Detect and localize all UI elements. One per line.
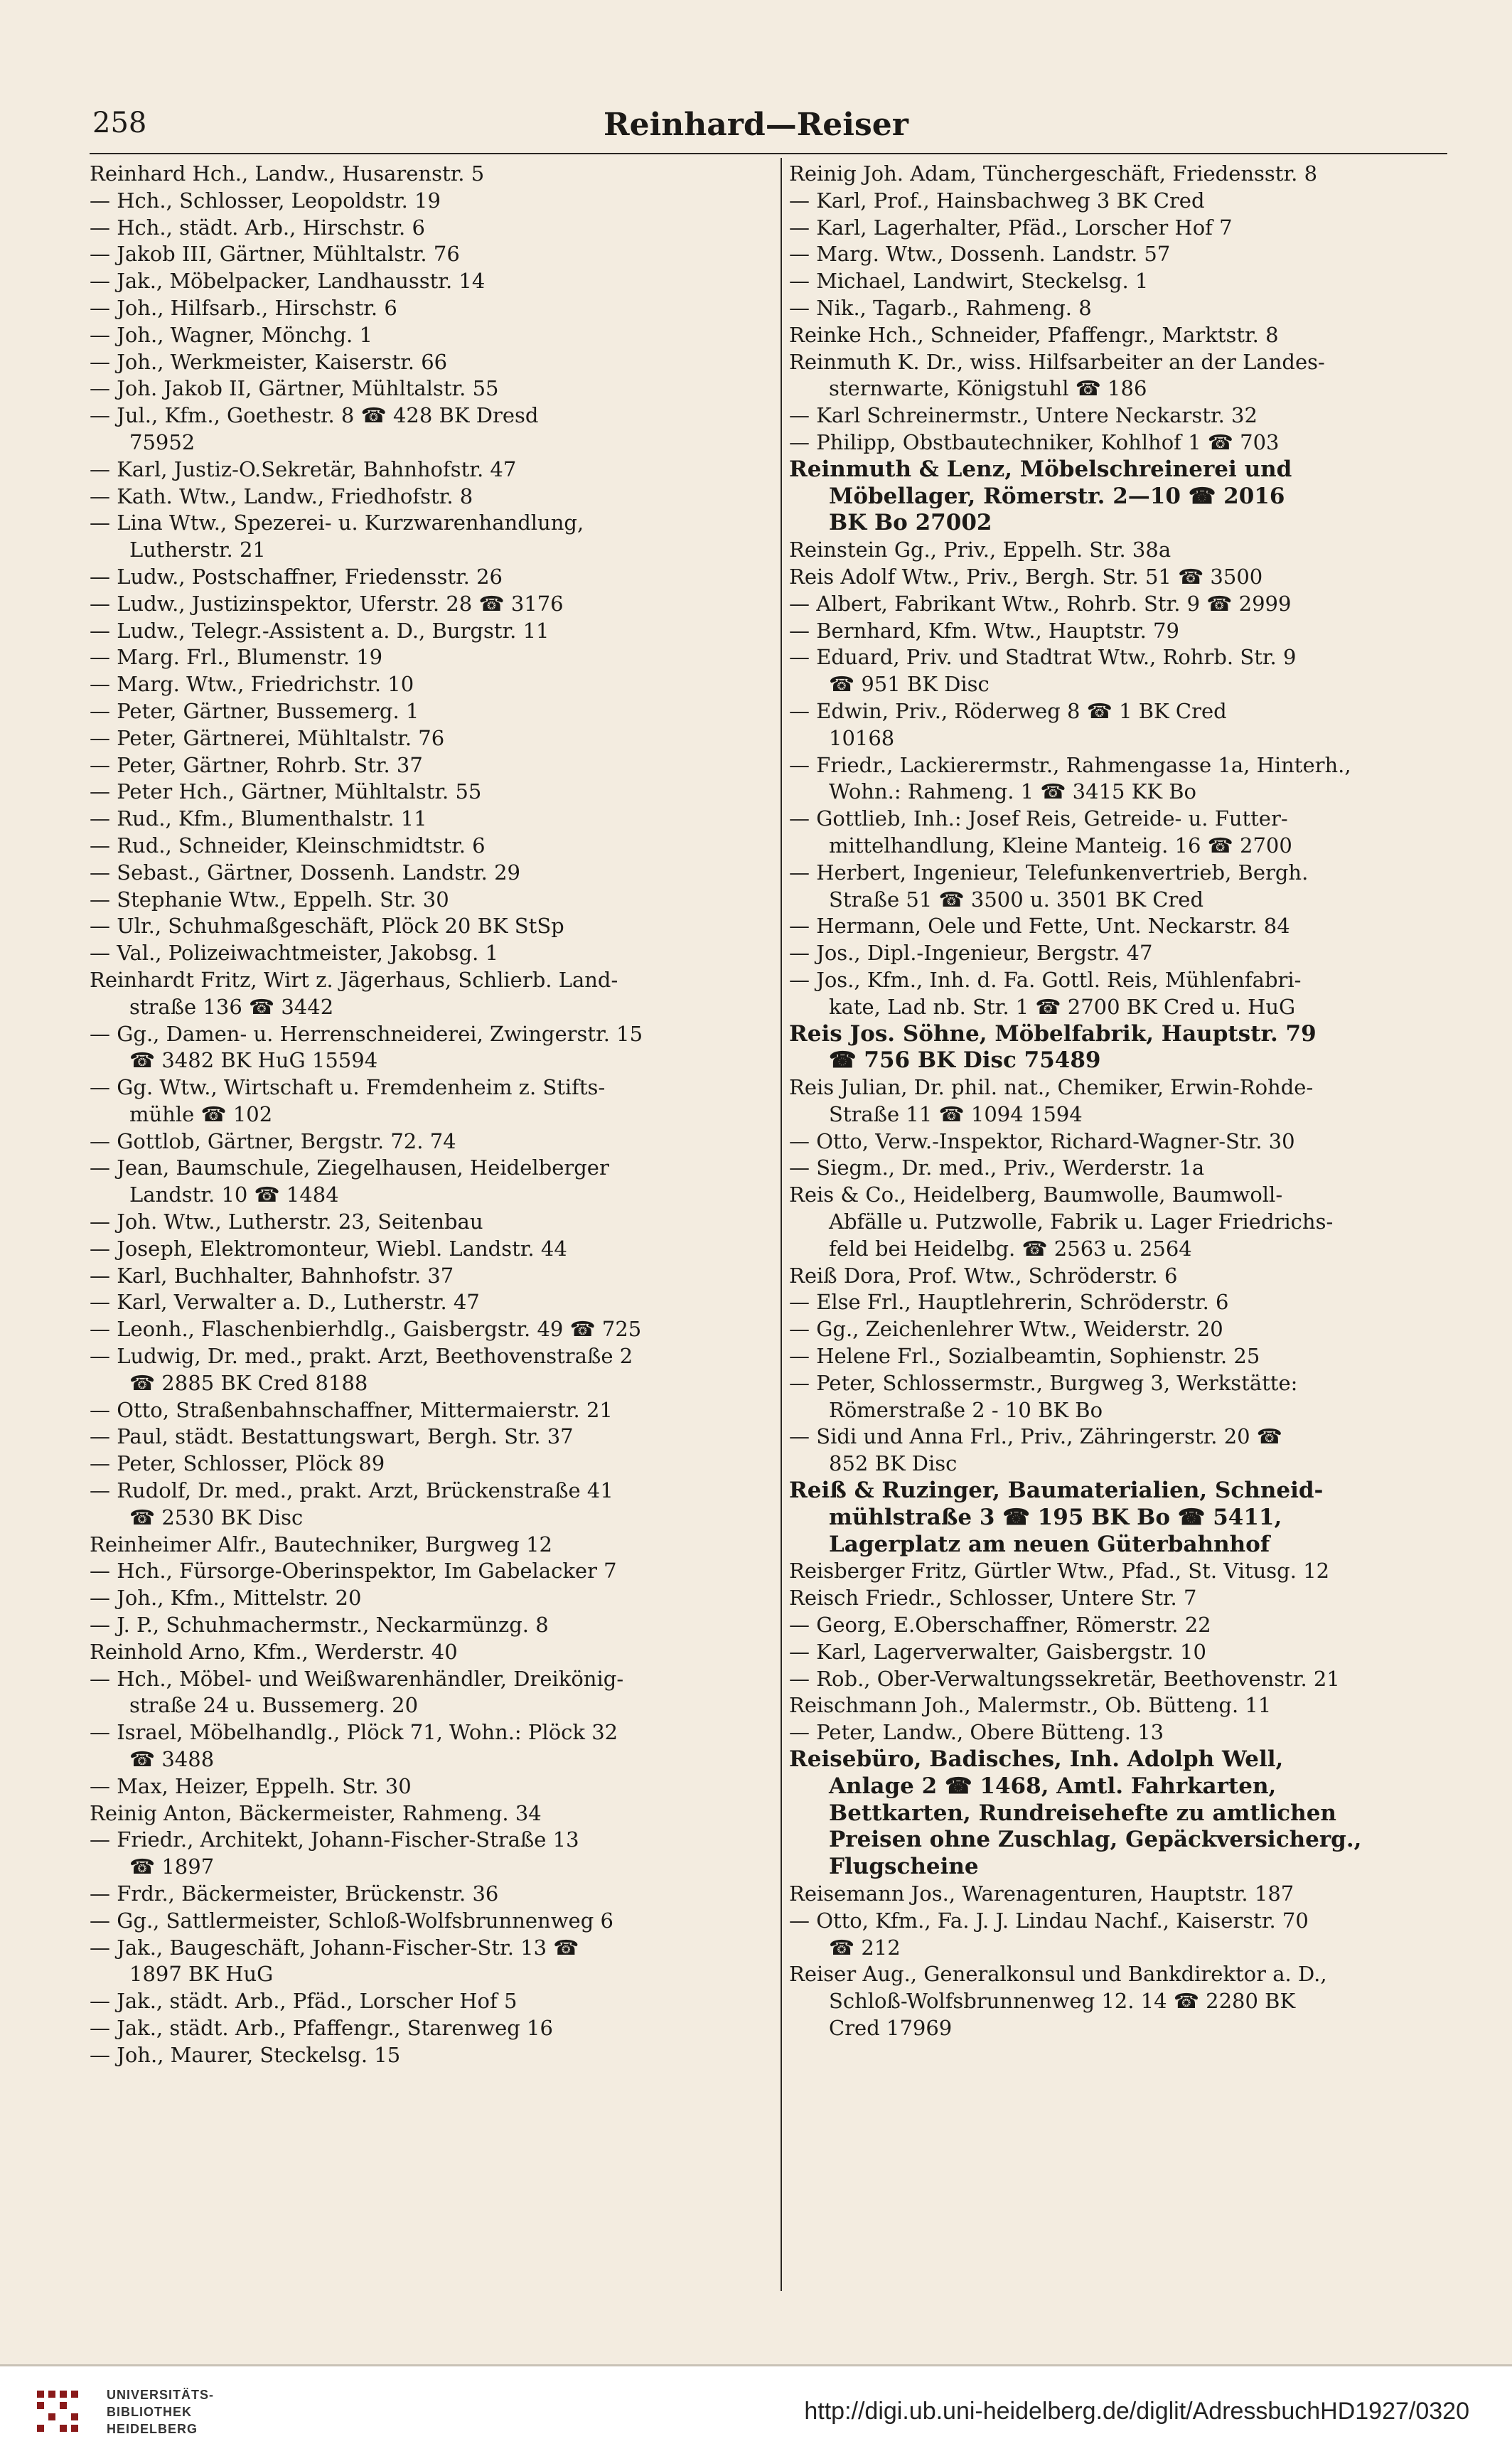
directory-entry-line: straße 136 ☎ 3442 <box>129 994 334 1019</box>
directory-entry-line: — Eduard, Priv. und Stadtrat Wtw., Rohrb. Str. 9 <box>789 645 1297 670</box>
directory-entry-line: — Frdr., Bäckermeister, Brückenstr. 36 <box>90 1881 499 1906</box>
directory-entry-line: — Hch., städt. Arb., Hirschstr. 6 <box>90 215 425 240</box>
directory-entry-line: Reinheimer Alfr., Bautechniker, Burgweg 12 <box>90 1532 552 1557</box>
directory-entry-line: — Siegm., Dr. med., Priv., Werderstr. 1a <box>789 1155 1205 1180</box>
directory-entry-line: — Karl, Verwalter a. D., Lutherstr. 47 <box>90 1290 480 1315</box>
directory-entry-line: ☎ 1897 <box>129 1854 215 1879</box>
directory-entry-line: — Albert, Fabrikant Wtw., Rohrb. Str. 9 ☎ 2999 <box>789 591 1292 616</box>
directory-entry-line: mühle ☎ 102 <box>129 1101 273 1126</box>
directory-entry-line: — Peter, Schlossermstr., Burgweg 3, Werkstätte: <box>789 1370 1298 1395</box>
logo-line: UNIVERSITÄTS- <box>107 2388 215 2402</box>
directory-entry-line: — Paul, städt. Bestattungswart, Bergh. Str. 37 <box>90 1424 574 1449</box>
directory-entry-line: — Friedr., Architekt, Johann-Fischer-Straße 13 <box>90 1827 579 1852</box>
directory-entry-line: ☎ 3488 <box>129 1747 215 1772</box>
directory-entry-line: — Hch., Schlosser, Leopoldstr. 19 <box>90 188 441 213</box>
directory-entry-line: Bettkarten, Rundreisehefte zu amtlichen <box>829 1800 1336 1826</box>
directory-entry-line: ☎ 2530 BK Disc <box>129 1505 304 1529</box>
directory-entry-line: straße 24 u. Bussemerg. 20 <box>129 1693 419 1718</box>
directory-entry-line: — Gg., Zeichenlehrer Wtw., Weiderstr. 20 <box>789 1317 1223 1342</box>
directory-entry-line: — Sidi und Anna Frl., Priv., Zähringerstr. 20 ☎ <box>789 1424 1282 1449</box>
directory-entry-line: Reinmuth K. Dr., wiss. Hilfsarbeiter an der Landes- <box>789 349 1325 374</box>
directory-entry-line: — Marg. Wtw., Friedrichstr. 10 <box>90 672 414 697</box>
directory-entry-line: — Gottlieb, Inh.: Josef Reis, Getreide- u. Futter- <box>789 806 1288 831</box>
directory-entry-line: Reis Adolf Wtw., Priv., Bergh. Str. 51 ☎ 3500 <box>789 564 1263 589</box>
directory-entry-line: ☎ 212 <box>829 1935 901 1960</box>
directory-entry-line: — Karl, Justiz-O.Sekretär, Bahnhofstr. 47 <box>90 457 517 481</box>
directory-entry-line: BK Bo 27002 <box>829 510 992 536</box>
directory-entry-line: — Gg. Wtw., Wirtschaft u. Fremdenheim z. Stifts- <box>90 1075 606 1100</box>
directory-entry-line: Lagerplatz am neuen Güterbahnhof <box>829 1531 1270 1557</box>
directory-entry-line: Reisebüro, Badisches, Inh. Adolph Well, <box>789 1746 1284 1773</box>
header-rule <box>90 153 1447 154</box>
directory-entry-line: — Karl Schreinermstr., Untere Neckarstr. 32 <box>789 403 1258 428</box>
directory-entry-line: — Hch., Möbel- und Weißwarenhändler, Dreikönig- <box>90 1666 624 1691</box>
logo-line: HEIDELBERG <box>107 2422 198 2436</box>
directory-entry-line: — Hch., Fürsorge-Oberinspektor, Im Gabelacker 7 <box>90 1559 617 1584</box>
directory-entry-line: Straße 11 ☎ 1094 1594 <box>829 1101 1083 1126</box>
directory-entry-line: — Jean, Baumschule, Ziegelhausen, Heidelberger <box>90 1155 609 1180</box>
directory-entry-line: — Max, Heizer, Eppelh. Str. 30 <box>90 1773 412 1798</box>
directory-entry-line: — Rob., Ober-Verwaltungssekretär, Beethovenstr. 21 <box>789 1666 1340 1691</box>
directory-entry-line: — Stephanie Wtw., Eppelh. Str. 30 <box>90 887 449 912</box>
running-head: Reinhard—Reiser <box>604 107 908 143</box>
directory-entry-line: Preisen ohne Zuschlag, Gepäckversicherg., <box>829 1827 1362 1853</box>
directory-entry-line: — Peter, Gärtner, Bussemerg. 1 <box>90 698 419 723</box>
directory-entry-line: — Rud., Kfm., Blumenthalstr. 11 <box>90 806 427 831</box>
page-number: 258 <box>92 107 147 139</box>
directory-entry-line: — Joh., Hilfsarb., Hirschstr. 6 <box>90 295 397 320</box>
directory-entry-line: ☎ 3482 BK HuG 15594 <box>129 1048 378 1073</box>
directory-entry-line: Reisemann Jos., Warenagenturen, Hauptstr. 187 <box>789 1881 1294 1906</box>
directory-entry-line: — Sebast., Gärtner, Dossenh. Landstr. 29 <box>90 860 520 885</box>
directory-entry-line: — Nik., Tagarb., Rahmeng. 8 <box>789 295 1092 320</box>
logo-line: BIBLIOTHEK <box>107 2405 192 2419</box>
directory-entry-line: — Herbert, Ingenieur, Telefunkenvertrieb, Bergh. <box>789 860 1309 885</box>
directory-entry-line: — Philipp, Obstbautechniker, Kohlhof 1 ☎ 703 <box>789 429 1280 454</box>
directory-entry-line: — Peter Hch., Gärtner, Mühltalstr. 55 <box>90 779 482 804</box>
directory-entry-line: Reinhard Hch., Landw., Husarenstr. 5 <box>90 161 485 186</box>
directory-entry-line: feld bei Heidelbg. ☎ 2563 u. 2564 <box>829 1236 1192 1261</box>
directory-entry-line: ☎ 2885 BK Cred 8188 <box>129 1370 368 1395</box>
directory-entry-line: — Gg., Damen- u. Herrenschneiderei, Zwingerstr. 15 <box>90 1021 643 1046</box>
directory-entry-line: — Leonh., Flaschenbierhdlg., Gaisbergstr. 49 ☎ 725 <box>90 1317 642 1342</box>
directory-entry-line: — Joh., Werkmeister, Kaiserstr. 66 <box>90 349 448 374</box>
directory-entry-line: — Peter, Schlosser, Plöck 89 <box>90 1451 385 1476</box>
directory-entry-line: — Hermann, Oele und Fette, Unt. Neckarstr. 84 <box>789 914 1290 939</box>
directory-entry-line: — Joh., Wagner, Mönchg. 1 <box>90 322 372 347</box>
directory-entry-line: — Val., Polizeiwachtmeister, Jakobsg. 1 <box>90 941 499 966</box>
directory-entry-line: — Peter, Landw., Obere Bütteng. 13 <box>789 1720 1164 1745</box>
library-logo-icon <box>27 2381 90 2443</box>
directory-entry-line: — Michael, Landwirt, Steckelsg. 1 <box>789 269 1149 294</box>
directory-entry-line: Schloß-Wolfsbrunnenweg 12. 14 ☎ 2280 BK <box>829 1989 1296 2014</box>
directory-entry-line: Landstr. 10 ☎ 1484 <box>129 1182 339 1207</box>
directory-entry-line: kate, Lad nb. Str. 1 ☎ 2700 BK Cred u. HuG <box>829 994 1296 1019</box>
directory-entry-line: — Rud., Schneider, Kleinschmidtstr. 6 <box>90 833 486 858</box>
directory-entry-line: — Gg., Sattlermeister, Schloß-Wolfsbrunnenweg 6 <box>90 1908 613 1933</box>
directory-entry-line: — Marg. Frl., Blumenstr. 19 <box>90 645 383 670</box>
directory-entry-line: — Jos., Kfm., Inh. d. Fa. Gottl. Reis, Mühlenfabri- <box>789 967 1302 992</box>
directory-entry-line: Reinhardt Fritz, Wirt z. Jägerhaus, Schlierb. Land- <box>90 967 618 992</box>
directory-entry-line: — Georg, E.Oberschaffner, Römerstr. 22 <box>789 1613 1211 1638</box>
directory-entry-line: Straße 51 ☎ 3500 u. 3501 BK Cred <box>829 887 1204 912</box>
directory-entry-line: — Joseph, Elektromonteur, Wiebl. Landstr. 44 <box>90 1236 567 1261</box>
directory-entry-line: 852 BK Disc <box>829 1451 958 1476</box>
directory-entry-line: Reinig Anton, Bäckermeister, Rahmeng. 34 <box>90 1800 542 1825</box>
directory-entry-line: Reinke Hch., Schneider, Pfaffengr., Marktstr. 8 <box>789 322 1279 347</box>
directory-entry-line: — Kath. Wtw., Landw., Friedhofstr. 8 <box>90 484 473 508</box>
left-column <box>90 161 762 2069</box>
directory-entry-line: Römerstraße 2 - 10 BK Bo <box>829 1397 1103 1422</box>
directory-entry-line: — Ludwig, Dr. med., prakt. Arzt, Beethovenstraße 2 <box>90 1344 633 1369</box>
directory-entry-line: sternwarte, Königstuhl ☎ 186 <box>829 376 1147 401</box>
directory-entry-line: — Rudolf, Dr. med., prakt. Arzt, Brückenstraße 41 <box>90 1478 613 1503</box>
directory-entry-line: — Jak., Baugeschäft, Johann-Fischer-Str. 13 ☎ <box>90 1935 579 1960</box>
directory-entry-line: Reischmann Joh., Malermstr., Ob. Bütteng. 11 <box>789 1693 1272 1718</box>
directory-entry-line: mühlstraße 3 ☎ 195 BK Bo ☎ 5411, <box>829 1504 1282 1530</box>
directory-entry-line: Abfälle u. Putzwolle, Fabrik u. Lager Friedrichs- <box>829 1210 1334 1234</box>
directory-entry-line: — Helene Frl., Sozialbeamtin, Sophienstr. 25 <box>789 1344 1260 1369</box>
directory-entry-line: — Ludw., Justizinspektor, Uferstr. 28 ☎ 3176 <box>90 591 564 616</box>
directory-entry-line: Reisch Friedr., Schlosser, Untere Str. 7 <box>789 1586 1197 1611</box>
directory-entry-line: — Ludw., Postschaffner, Friedensstr. 26 <box>90 564 503 589</box>
directory-entry-line: — Joh. Wtw., Lutherstr. 23, Seitenbau <box>90 1210 483 1234</box>
directory-entry-line: ☎ 756 BK Disc 75489 <box>829 1047 1101 1074</box>
directory-entry-line: Cred 17969 <box>829 2015 953 2040</box>
directory-entry-line: — Joh., Kfm., Mittelstr. 20 <box>90 1586 362 1611</box>
directory-entry-line: 1897 BK HuG <box>129 1962 274 1987</box>
directory-entry-line: Reinhold Arno, Kfm., Werderstr. 40 <box>90 1639 458 1664</box>
directory-entry-line: — Marg. Wtw., Dossenh. Landstr. 57 <box>789 242 1171 267</box>
directory-entry-line: — Peter, Gärtner, Rohrb. Str. 37 <box>90 752 423 777</box>
directory-entry-line: Wohn.: Rahmeng. 1 ☎ 3415 KK Bo <box>829 779 1197 804</box>
directory-entry-line: Reinig Joh. Adam, Tünchergeschäft, Friedensstr. 8 <box>789 161 1318 186</box>
directory-entry-line: Reis Jos. Söhne, Möbelfabrik, Hauptstr. 79 <box>789 1020 1317 1047</box>
directory-entry-line: — Edwin, Priv., Röderweg 8 ☎ 1 BK Cred <box>789 698 1227 723</box>
source-url-link[interactable]: http://digi.ub.uni-heidelberg.de/diglit/AdressbuchHD1927/0320 <box>804 2398 1469 2425</box>
directory-entry-line: Reiser Aug., Generalkonsul und Bankdirektor a. D., <box>789 1962 1327 1987</box>
directory-entry-line: — Jul., Kfm., Goethestr. 8 ☎ 428 BK Dresd <box>90 403 539 428</box>
directory-entry-line: Lutherstr. 21 <box>129 538 266 562</box>
directory-entry-line: — J. P., Schuhmachermstr., Neckarmünzg. 8 <box>90 1613 549 1638</box>
library-logo-text <box>107 2386 214 2438</box>
directory-entry-line: — Ludw., Telegr.-Assistent a. D., Burgstr. 11 <box>90 618 549 643</box>
directory-entry-line: — Jak., städt. Arb., Pfaffengr., Starenweg 16 <box>90 2015 553 2040</box>
directory-entry-line: 10168 <box>829 725 895 750</box>
directory-entry-line: — Jos., Dipl.-Ingenieur, Bergstr. 47 <box>789 941 1153 966</box>
directory-entry-line: — Jak., städt. Arb., Pfäd., Lorscher Hof 5 <box>90 1989 518 2014</box>
column-divider <box>781 158 782 2291</box>
directory-entry-line: Reiß & Ruzinger, Baumaterialien, Schneid- <box>789 1478 1324 1504</box>
directory-entry-line: — Bernhard, Kfm. Wtw., Hauptstr. 79 <box>789 618 1179 643</box>
directory-entry-line: — Karl, Lagerhalter, Pfäd., Lorscher Hof 7 <box>789 215 1233 240</box>
directory-entry-line: Anlage 2 ☎ 1468, Amtl. Fahrkarten, <box>829 1773 1277 1799</box>
directory-entry-line: — Peter, Gärtnerei, Mühltalstr. 76 <box>90 725 445 750</box>
directory-entry-line: Reis Julian, Dr. phil. nat., Chemiker, Erwin-Rohde- <box>789 1075 1314 1100</box>
directory-entry-line: Reis & Co., Heidelberg, Baumwolle, Baumwoll- <box>789 1182 1283 1207</box>
directory-entry-line: — Lina Wtw., Spezerei- u. Kurzwarenhandlung, <box>90 511 584 535</box>
footer <box>0 2366 1512 2456</box>
directory-entry-line: Reisberger Fritz, Gürtler Wtw., Pfad., St. Vitusg. 12 <box>789 1559 1330 1584</box>
directory-entry-line: — Otto, Straßenbahnschaffner, Mittermaierstr. 21 <box>90 1397 613 1422</box>
directory-entry-line: — Jak., Möbelpacker, Landhausstr. 14 <box>90 269 486 294</box>
directory-entry-line: — Karl, Prof., Hainsbachweg 3 BK Cred <box>789 188 1205 213</box>
directory-entry-line: — Gottlob, Gärtner, Bergstr. 72. 74 <box>90 1128 456 1153</box>
directory-entry-line: Möbellager, Römerstr. 2—10 ☎ 2016 <box>829 483 1285 509</box>
directory-entry-line: — Israel, Möbelhandlg., Plöck 71, Wohn.: Plöck 32 <box>90 1720 618 1745</box>
directory-entry-line: — Karl, Buchhalter, Bahnhofstr. 37 <box>90 1263 454 1288</box>
directory-entry-line: — Otto, Verw.-Inspektor, Richard-Wagner-Str. 30 <box>789 1128 1295 1153</box>
directory-entry-line: mittelhandlung, Kleine Manteig. 16 ☎ 2700 <box>829 833 1292 858</box>
directory-entry-line: — Otto, Kfm., Fa. J. J. Lindau Nachf., Kaiserstr. 70 <box>789 1908 1309 1933</box>
directory-entry-line: — Karl, Lagerverwalter, Gaisbergstr. 10 <box>789 1639 1206 1664</box>
directory-entry-line: Reinstein Gg., Priv., Eppelh. Str. 38a <box>789 538 1171 562</box>
directory-entry-line: Reinmuth & Lenz, Möbelschreinerei und <box>789 456 1292 482</box>
directory-entry-line: — Jakob III, Gärtner, Mühltalstr. 76 <box>90 242 460 267</box>
directory-entry-line: 75952 <box>129 429 195 454</box>
directory-entry-line: — Friedr., Lackierermstr., Rahmengasse 1a, Hinterh., <box>789 752 1351 777</box>
directory-entry-line: ☎ 951 BK Disc <box>829 672 990 697</box>
directory-entry-line: Reiß Dora, Prof. Wtw., Schröderstr. 6 <box>789 1263 1178 1288</box>
directory-entry-line: Flugscheine <box>829 1854 979 1880</box>
directory-entry-line: — Joh., Maurer, Steckelsg. 15 <box>90 2042 401 2067</box>
directory-entry-line: — Joh. Jakob II, Gärtner, Mühltalstr. 55 <box>90 376 499 401</box>
right-column <box>789 161 1446 2042</box>
directory-entry-line: — Else Frl., Hauptlehrerin, Schröderstr. 6 <box>789 1290 1229 1315</box>
directory-entry-line: — Ulr., Schuhmaßgeschäft, Plöck 20 BK StSp <box>90 914 564 939</box>
